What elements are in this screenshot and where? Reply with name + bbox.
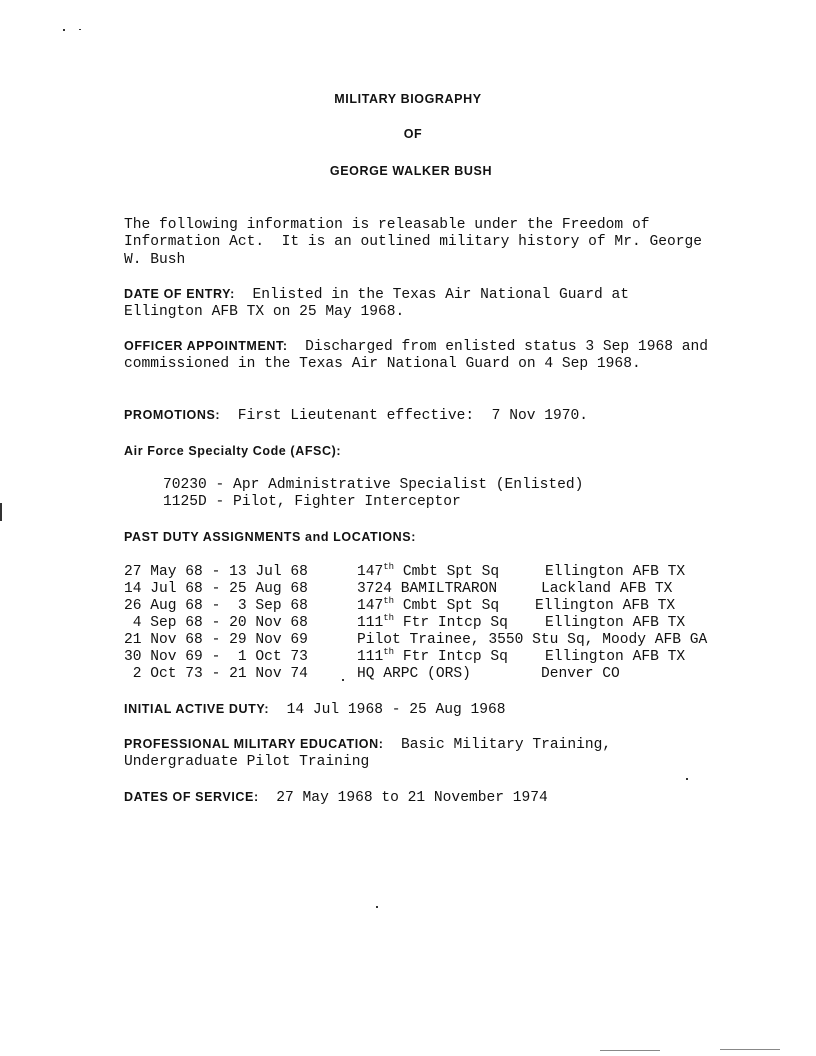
assignment-location: Ellington AFB TX [545,615,686,631]
pme-section [124,736,714,772]
afsc-item: 1125D - Pilot, Fighter Interceptor [163,494,461,510]
table-row [124,647,686,666]
table-row [124,666,620,683]
assignment-unit: Pilot Trainee, 3550 Stu Sq, Moody AFB GA [357,632,708,648]
afsc-label: Air Force Specialty Code (AFSC): [124,444,342,458]
assignment-unit: 111th Ftr Intcp Sq [357,647,508,665]
title-of: OF [403,127,423,141]
assignment-dates: 2 Oct 73 - 21 Nov 74 [124,666,308,682]
assignment-dates: 30 Nov 69 - 1 Oct 73 [124,649,308,665]
table-row [124,613,686,632]
promotions-text: First Lieutenant effective: 7 Nov 1970. [237,408,589,424]
assignment-location: Ellington AFB TX [545,564,686,580]
pme-text: Basic Military Training, Undergraduate Pilot Training [124,737,620,771]
assignment-unit: HQ ARPC (ORS) [357,666,471,682]
dates-of-service-section [124,789,724,807]
initial-active-duty-text: 14 Jul 1968 - 25 Aug 1968 [286,702,506,718]
date-of-entry-text: Enlisted in the Texas Air National Guard at Ellington AFB TX on 25 May 1968. [124,287,638,321]
scan-speck [720,1049,780,1050]
initial-active-duty-label: INITIAL ACTIVE DUTY: [124,702,270,716]
assignment-dates: 21 Nov 68 - 29 Nov 69 [124,632,308,648]
date-of-entry-label: DATE OF ENTRY: [124,287,235,301]
assignment-unit: 147th Cmbt Spt Sq [357,562,500,580]
promotions-label: PROMOTIONS: [124,408,221,422]
date-of-entry-section [124,286,714,322]
scan-speck [79,29,81,30]
officer-appointment-label: OFFICER APPOINTMENT: [124,339,288,353]
assignment-unit: 3724 BAMILTRARON [357,581,498,597]
assignment-unit: 147th Cmbt Spt Sq [357,596,500,614]
past-duty-label: PAST DUTY ASSIGNMENTS and LOCATIONS: [124,530,416,544]
assignment-dates: 27 May 68 - 13 Jul 68 [124,564,308,580]
officer-appointment-text: Discharged from enlisted status 3 Sep 1968 and commissioned in the Texas Air National Guard on 4 Sep 1968. [124,339,717,373]
pme-label: PROFESSIONAL MILITARY EDUCATION: [124,737,384,751]
table-row [124,596,676,615]
assignment-location: Ellington AFB TX [545,649,686,665]
document-title: MILITARY BIOGRAPHY [334,92,482,106]
assignment-location: Denver CO [541,666,620,682]
dates-of-service-text: 27 May 1968 to 21 November 1974 [276,790,548,806]
assignment-location: Lackland AFB TX [541,581,673,597]
dates-of-service-label: DATES OF SERVICE: [124,790,259,804]
assignment-location: Ellington AFB TX [535,598,676,614]
scan-speck [63,29,65,31]
officer-appointment-section [124,338,717,374]
scan-speck [600,1050,660,1051]
initial-active-duty-section [124,701,724,719]
scan-speck [342,679,344,681]
subject-name: GEORGE WALKER BUSH [329,164,493,178]
assignment-dates: 14 Jul 68 - 25 Aug 68 [124,581,308,597]
scan-speck [686,778,688,780]
assignment-dates: 26 Aug 68 - 3 Sep 68 [124,598,308,614]
promotions-section [124,407,724,425]
assignment-dates: 4 Sep 68 - 20 Nov 68 [124,615,308,631]
table-row [124,562,686,581]
assignment-unit: 111th Ftr Intcp Sq [357,613,508,631]
intro-paragraph: The following information is releasable under the Freedom of Information Act. It is an outlined military history of Mr. George W. Bush [124,217,711,268]
afsc-item: 70230 - Apr Administrative Specialist (Enlisted) [163,477,584,493]
scan-speck [0,503,2,521]
table-row [124,632,708,649]
table-row [124,581,673,598]
scan-speck [376,906,378,908]
